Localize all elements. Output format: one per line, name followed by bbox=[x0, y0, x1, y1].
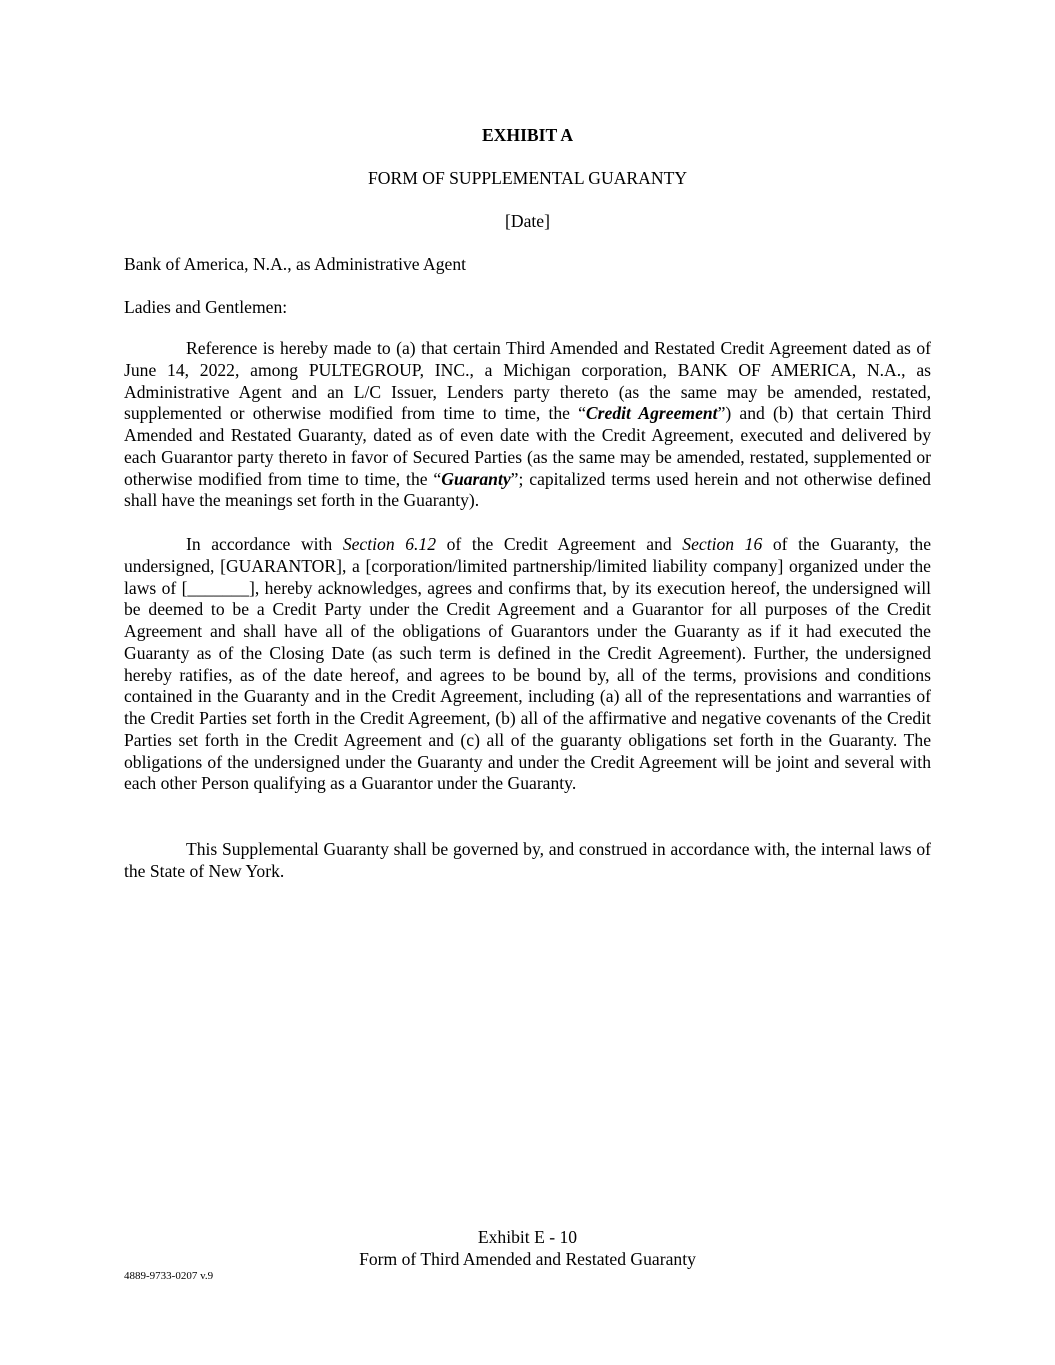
paragraph-accordance bbox=[124, 534, 931, 795]
document-id: 4889-9733-0207 v.9 bbox=[124, 1270, 214, 1282]
salutation: Ladies and Gentlemen: bbox=[124, 297, 288, 317]
paragraph-governing-law-text: This Supplemental Guaranty shall be governed by, and construed in accordance with, the internal laws of the State of New York. bbox=[124, 839, 931, 881]
defined-term-guaranty: Guaranty bbox=[441, 468, 511, 489]
paragraph-reference-text-2: ”) and (b) that certain Third Amended and Restated Guaranty, dated as of even date with the Credit Agreement, executed and delivered by each Guarantor party thereto in favor of Secured Parties (as the same may be amended, restated, supplemented or otherwise modified from time to time, the “ bbox=[124, 403, 931, 489]
date-placeholder: [Date] bbox=[505, 211, 550, 231]
paragraph-accordance-text-3: of the Guaranty, the undersigned, [GUARANTOR], a [corporation/limited partnership/limited liability company] organized under the laws of [_______], hereby acknowledges, agrees and confirms that, by its execution hereof, the undersigned will be deemed to be a Credit Party under the Credit Agreement and a Guarantor for all purposes of the Credit Agreement and shall have all of the obligations of Guarantors under the Guaranty as if it had executed the Guaranty as of the Closing Date (as such term is defined in the Credit Agreement). Further, the undersigned hereby ratifies, as of the date hereof, and agrees to be bound by, all of the terms, provisions and conditions contained in the Guaranty and in the Credit Agreement, including (a) all of the representations and warranties of the Credit Parties set forth in the Credit Agreement, (b) all of the affirmative and negative covenants of the Credit Parties set forth in the Credit Agreement and (c) all of the guaranty obligations set forth in the Guaranty. The obligations of the undersigned under the Guaranty and under the Credit Agreement will be joint and several with each other Person qualifying as a Guarantor under the Guaranty. bbox=[124, 534, 931, 794]
paragraph-accordance-text-2: of the Credit Agreement and bbox=[436, 534, 683, 554]
addressee: Bank of America, N.A., as Administrative Agent bbox=[124, 254, 467, 274]
section-reference-6-12: Section 6.12 bbox=[342, 534, 436, 554]
paragraph-reference-text-1: Reference is hereby made to (a) that certain Third Amended and Restated Credit Agreement dated as of June 14, 2022, among PULTEGROUP, INC., a Michigan corporation, BANK OF AMERICA, N.A., as Administrative Agent and an L/C Issuer, Lenders party thereto (as the same may be amended, restated, supplemented or otherwise modified from time to time, the “ bbox=[124, 338, 931, 424]
paragraph-accordance-text-1: In accordance with bbox=[186, 534, 343, 554]
defined-term-credit-agreement: Credit Agreement bbox=[585, 403, 718, 424]
paragraph-reference-text-3: ”; capitalized terms used herein and not otherwise defined shall have the meanings set forth in the Guaranty). bbox=[124, 468, 931, 511]
form-title: FORM OF SUPPLEMENTAL GUARANTY bbox=[367, 168, 688, 188]
section-reference-16: Section 16 bbox=[682, 534, 763, 554]
footer-document-title: Form of Third Amended and Restated Guaranty bbox=[359, 1249, 696, 1269]
paragraph-reference bbox=[124, 338, 931, 512]
footer-exhibit-page: Exhibit E - 10 bbox=[477, 1227, 578, 1247]
exhibit-heading: EXHIBIT A bbox=[481, 125, 574, 145]
paragraph-governing-law bbox=[124, 839, 931, 883]
